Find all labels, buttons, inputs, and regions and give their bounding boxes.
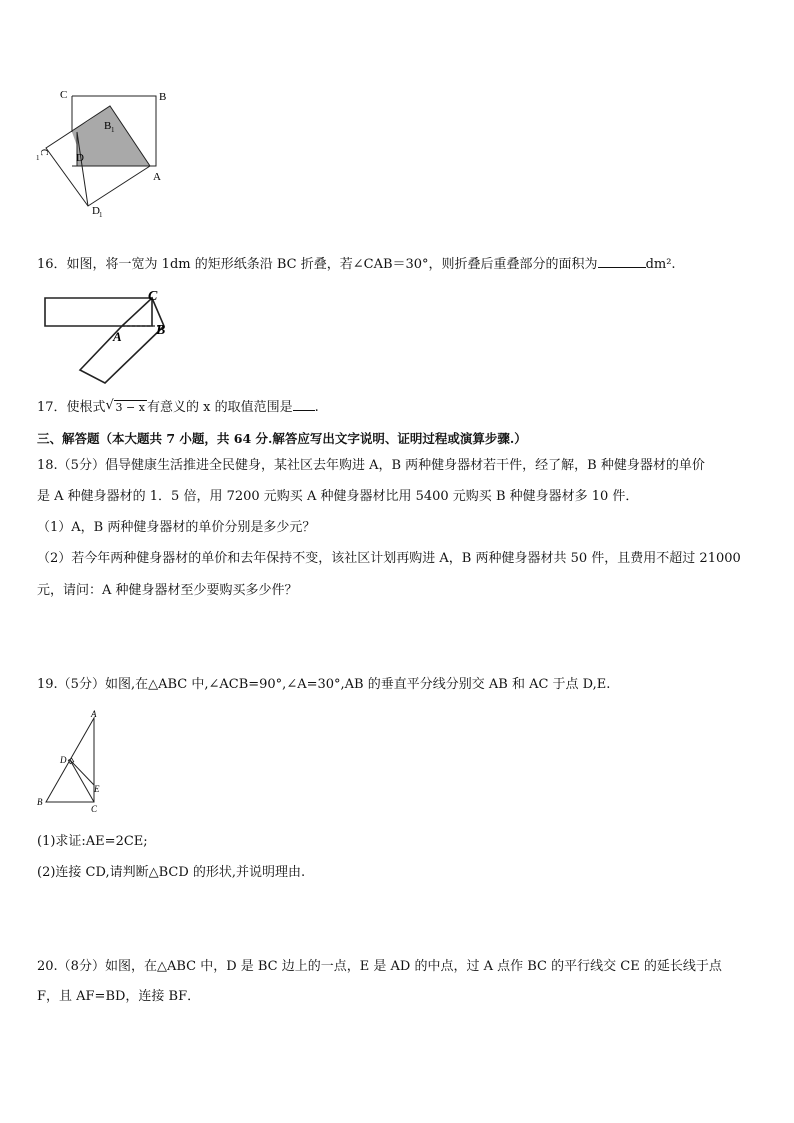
fig15-label-D1-sub: 1: [99, 211, 103, 219]
fig15-label-C: C: [60, 89, 68, 101]
q19-part1: (1)求证:AE=2CE;: [37, 834, 148, 849]
fig19-label-D: D: [60, 755, 67, 765]
section3-heading: [37, 430, 527, 448]
fig16-label-B: B: [156, 323, 166, 338]
fig19-label-A: A: [91, 709, 97, 719]
q19-line1: 19.（5分）如图,在△ABC 中,∠ACB=90°,∠A=30°,AB 的垂直平分线分别交 AB 和 AC 于点 D,E.: [37, 677, 611, 692]
q18-line2: 是 A 种健身器材的 1．5 倍，用 7200 元购买 A 种健身器材比用 5400 元购买 B 种健身器材多 10 件．: [37, 489, 639, 504]
q17-text-before: 17．使根式: [37, 400, 106, 415]
fig19-label-E: E: [94, 784, 100, 794]
fig19-triangle-diagram: [34, 706, 104, 816]
q16-text-before: 16．如图，将一宽为 1dm 的矩形纸条沿 BC 折叠，若∠CAB＝30°，则折叠后重叠部分的面积为: [37, 257, 598, 272]
section3-title: 三、解答题: [37, 431, 100, 446]
fig15-label-D: D: [76, 152, 84, 164]
section3-note: （本大题共 7 小题，共 64 分.解答应写出文字说明、证明过程或演算步骤.）: [99, 431, 527, 446]
q16-unit: dm².: [645, 257, 676, 272]
q20-line2: F，且 AF=BD，连接 BF．: [37, 989, 201, 1004]
q18-line1: 18.（5分）倡导健康生活推进全民健身，某社区去年购进 A，B 两种健身器材若干件，经了解，B 种健身器材的单价: [37, 458, 705, 473]
q17-sqrt-expression: √ 3 − x: [105, 398, 145, 414]
q17-text-after: 有意义的 x 的取值范围是: [146, 400, 293, 415]
fig15-label-C1-sub: 1: [36, 154, 40, 162]
q17-answer-blank: [293, 398, 315, 411]
q19-part2: (2)连接 CD,请判断△BCD 的形状,并说明理由.: [37, 865, 306, 880]
fig15-label-D1: D: [92, 205, 100, 217]
fig15-folded-square-diagram: [32, 84, 172, 220]
q17-end: .: [314, 400, 319, 415]
fig19-label-C: C: [91, 804, 98, 814]
fig15-label-A: A: [153, 171, 161, 183]
fig15-label-C1: C: [38, 149, 49, 156]
q18-part2-line2: 元，请问：A 种健身器材至少要购买多少件？: [37, 583, 298, 598]
fig15-label-B1: B: [104, 120, 112, 132]
q16-text: [37, 255, 676, 274]
fig15-label-B: B: [159, 91, 167, 103]
q20-line1: 20.（8分）如图，在△ABC 中，D 是 BC 边上的一点，E 是 AD 的中点，过 A 点作 BC 的平行线交 CE 的延长线于点: [37, 959, 722, 974]
fig16-folded-strip-diagram: [40, 288, 175, 388]
fig19-label-B: B: [37, 797, 43, 807]
fig16-label-A: A: [113, 329, 122, 344]
q18-part2-line1: （2）若今年两种健身器材的单价和去年保持不变，该社区计划再购进 A，B 两种健身器材共 50 件，且费用不超过 21000: [37, 551, 741, 566]
q17-text: [37, 398, 319, 417]
fig15-label-B1-sub: 1: [111, 126, 115, 134]
q16-answer-blank: [598, 255, 646, 268]
q17-radicand: 3 − x: [115, 401, 145, 414]
fig16-label-C: C: [148, 289, 158, 304]
q18-part1: （1）A，B 两种健身器材的单价分别是多少元？: [37, 520, 316, 535]
